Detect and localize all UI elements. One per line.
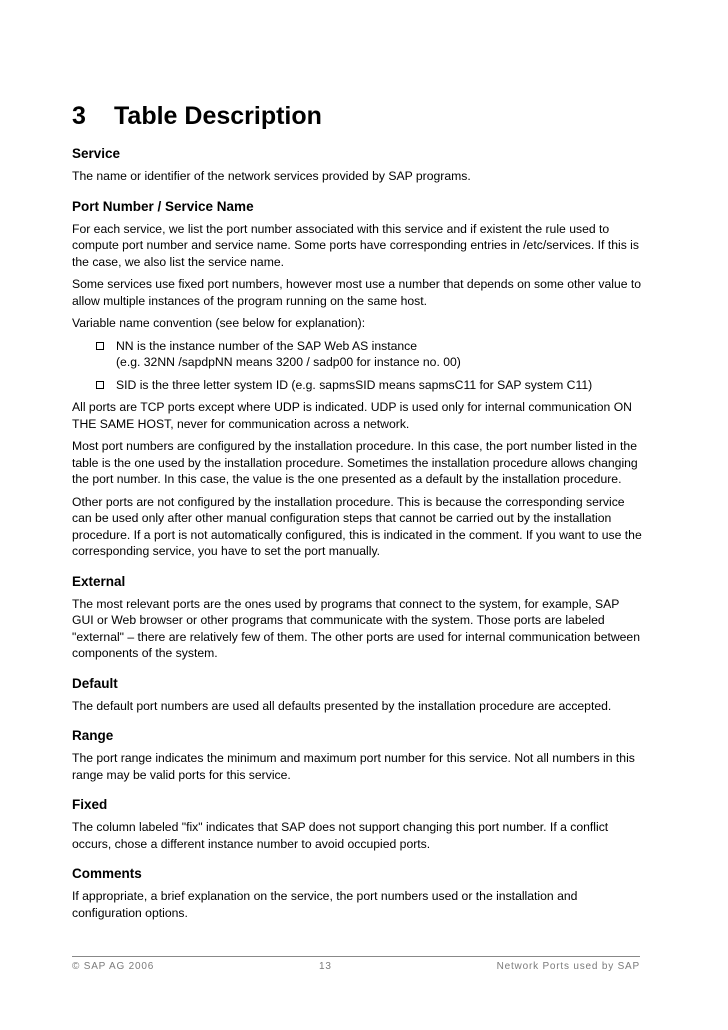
- paragraph-port-4: All ports are TCP ports except where UDP is indicated. UDP is used only for internal communication ON THE SAME HOST, never for communication across a network.: [72, 400, 632, 431]
- paragraph-port-1: For each service, we list the port number associated with this service and if existent the rule used to compute port number and service name. Some ports have corresponding entries in /etc/services. If this is the case, we also list the service name.: [72, 221, 639, 269]
- chapter-number: 3: [72, 102, 86, 130]
- paragraph-port-5: Most port numbers are configured by the installation procedure. In this case, the port number listed in the table is the one used by the installation procedure. Sometimes the installation procedure allows changing the port number. In this case, the value is the one presented as a default by the installation procedure.: [72, 439, 638, 486]
- paragraph-port-3: Variable name convention (see below for explanation):: [72, 316, 366, 330]
- paragraph-port-6: Other ports are not configured by the installation procedure. This is because the corresponding service can be used only after other manual configuration steps that cannot be carried out by the installation procedure. If a port is not automatically configured, this is indicated in the comment. If you want to use the corresponding service, you have to set the port manually.: [72, 494, 642, 558]
- paragraph-range: The port range indicates the minimum and maximum port number for this service. Not all numbers in this range may be valid ports for this service.: [72, 751, 635, 782]
- paragraph-fixed: The column labeled "fix" indicates that SAP does not support changing this port number. If a conflict occurs, chose a different instance number to avoid occupied ports.: [72, 820, 609, 851]
- footer-page-number: 13: [318, 961, 332, 972]
- footer-document-title: Network Ports used by SAP: [496, 961, 640, 972]
- list-item: [90, 377, 642, 394]
- checkbox-bullet-icon: [90, 338, 116, 371]
- page-content: [72, 100, 642, 927]
- page-footer: [72, 956, 640, 972]
- heading-default: Default: [72, 675, 118, 691]
- paragraph-port-2: Some services use fixed port numbers, however most use a number that depends on some other value to allow multiple instances of the program running on the same host.: [72, 277, 642, 308]
- heading-external: External: [72, 573, 126, 589]
- bullet-line: SID is the three letter system ID (e.g. sapmsSID means sapmsC11 for SAP system C11): [116, 377, 593, 392]
- heading-port-number: Port Number / Service Name: [72, 198, 254, 214]
- checkbox-bullet-icon: [90, 377, 116, 394]
- bullet-line: (e.g. 32NN /sapdpNN means 3200 / sadp00 for instance no. 00): [116, 355, 461, 369]
- bullet-line: NN is the instance number of the SAP Web AS instance: [116, 338, 418, 353]
- heading-service: Service: [72, 146, 121, 161]
- heading-range: Range: [72, 728, 114, 743]
- chapter-title: Table Description: [114, 102, 322, 130]
- chapter-heading: [72, 100, 642, 132]
- paragraph-default: The default port numbers are used all defaults presented by the installation procedure are accepted.: [72, 698, 612, 713]
- heading-fixed: Fixed: [72, 797, 108, 812]
- heading-comments: Comments: [72, 866, 142, 881]
- footer-copyright: © SAP AG 2006: [72, 961, 155, 972]
- variable-convention-list: [90, 338, 642, 394]
- paragraph-comments: If appropriate, a brief explanation on the service, the port numbers used or the installation and configuration options.: [72, 889, 578, 920]
- paragraph-external: The most relevant ports are the ones used by programs that connect to the system, for example, SAP GUI or Web browser or other programs that communicate with the system. Those ports are labeled "external" – there are relatively few of them. The other ports are used for internal communication between components of the system.: [72, 596, 640, 660]
- list-item: [90, 338, 642, 371]
- paragraph-service: The name or identifier of the network services provided by SAP programs.: [72, 169, 471, 183]
